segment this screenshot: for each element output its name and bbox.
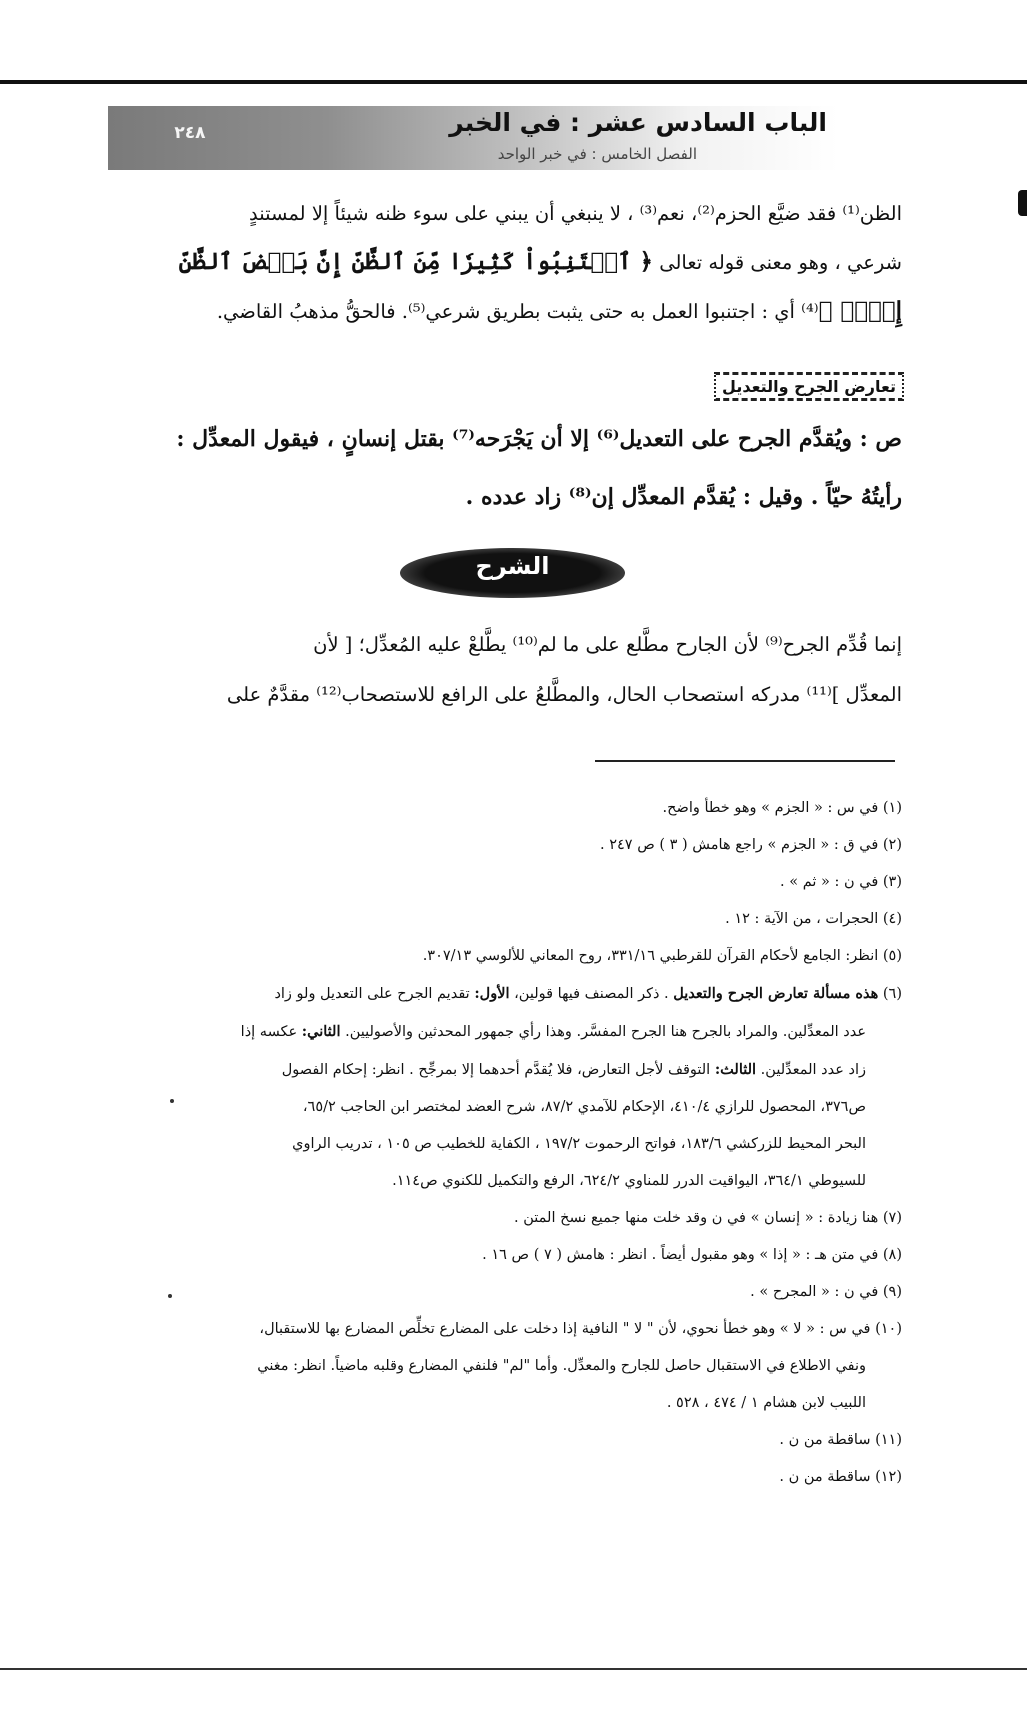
matn-line: الظن⁽¹⁾ فقد ضيَّع الحزم⁽²⁾، نعم⁽³⁾ ، لا ينبغي أن يبني على سوء ظنه شيئاً إلا لمستندٍ bbox=[249, 202, 902, 225]
quran-verse: إِثۡمٞ ﴾ bbox=[818, 297, 902, 324]
quran-verse: ﴿ ٱجۡتَنِبُواْ كَثِيرٗا مِّنَ ٱلظَّنِّ إِنَّ بَعۡضَ ٱلظَّنِّ bbox=[178, 248, 653, 275]
statement-line: ص : ويُقدَّم الجرح على التعديل⁽⁶⁾ إلا أن يَجْرَحه⁽⁷⁾ بقتل إنسانٍ ، فيقول المعدِّل : bbox=[176, 426, 902, 452]
footnote-continuation: للسيوطي ٣٦٤/١، اليواقيت الدرر للمناوي ٦٢٤/٢، الرفع والتكميل للكنوي ص١١٤. bbox=[392, 1173, 866, 1189]
footnote-continuation: اللبيب لابن هشام ١ / ٤٧٤ ، ٥٢٨ . bbox=[666, 1395, 866, 1411]
footnote-continuation: ونفي الاطلاع في الاستقبال حاصل للجارح والمعدِّل. وأما "لم" فلنفي المضارع وقلبه ماضياً. انظر: مغني bbox=[257, 1358, 866, 1374]
footnote: (٦) هذه مسألة تعارض الجرح والتعديل . ذكر المصنف فيها قولين، الأول: تقديم الجرح على التعديل ولو زاد bbox=[274, 985, 902, 1002]
footnote: (٧) هنا زيادة : « إنسان » في ن وقد خلت منها جميع نسخ المتن . bbox=[514, 1210, 902, 1226]
footnote: (١١) ساقطة من ن . bbox=[779, 1432, 902, 1448]
sharh-paragraph bbox=[120, 620, 902, 720]
scan-speck bbox=[170, 1099, 174, 1103]
sharh-heading-label: الشرح bbox=[475, 552, 550, 580]
footnote: (٥) انظر: الجامع لأحكام القرآن للقرطبي ٣٣١/١٦، روح المعاني للألوسي ٣٠٧/١٣. bbox=[422, 948, 902, 964]
matn-statement bbox=[120, 410, 902, 526]
footnote-continuation: زاد عدد المعدِّلين. الثالث: التوقف لأجل التعارض، فلا يُقدَّم أحدهما إلا بمرجِّح . انظر: إحكام الفصول bbox=[281, 1061, 866, 1078]
footnote-continuation: عدد المعدِّلين. والمراد بالجرح هنا الجرح المفسَّر. وهذا رأي جمهور المحدثين والأصوليين. الثاني: عكسه إذا bbox=[240, 1023, 866, 1040]
sharh-line: المعدِّل ]⁽¹¹⁾ مدركه استصحاب الحال، والمطَّلعُ على الرافع للاستصحاب⁽¹²⁾ مقدَّمٌ على bbox=[226, 683, 902, 706]
footnote: (٢) في ق : « الجزم » راجع هامش ( ٣ ) ص ٢٤٧ . bbox=[600, 837, 902, 853]
sharh-line: إنما قُدِّم الجرح⁽⁹⁾ لأن الجارح مطَّلع على ما لم⁽¹⁰⁾ يطَّلعْ عليه المُعدِّل؛ [ لأن bbox=[313, 633, 902, 656]
binding-edge-mark bbox=[1018, 190, 1027, 216]
footnotes bbox=[118, 790, 902, 1496]
footnote: (١) في س : « الجزم » وهو خطأ واضح. bbox=[662, 800, 902, 816]
footnote-separator bbox=[595, 760, 895, 762]
statement-line: رأيتُهُ حيّاً . وقيل : يُقدَّم المعدِّل إن⁽⁸⁾ زاد عدده . bbox=[465, 484, 902, 510]
footnote: (٤) الحجرات ، من الآية : ١٢ . bbox=[725, 911, 902, 927]
footnote-continuation: البحر المحيط للزركشي ١٨٣/٦، فواتح الرحموت ١٩٧/٢ ، الكفاية للخطيب ص ١٠٥ ، تدريب الراوي bbox=[292, 1136, 866, 1152]
page-number: ٢٤٨ bbox=[174, 123, 206, 143]
running-header-subtitle: الفصل الخامس : في خبر الواحد bbox=[497, 145, 697, 163]
footnote-continuation: ص٣٧٦، المحصول للرازي ٤١٠/٤، الإحكام للآمدي ٨٧/٢، شرح العضد لمختصر ابن الحاجب ٦٥/٢، bbox=[302, 1099, 866, 1115]
matn-line: شرعي ، وهو معنى قوله تعالى ﴿ ٱجۡتَنِبُواْ كَثِيرٗا مِّنَ ٱلظَّنِّ إِنَّ بَعۡضَ ٱلظَّنِّ bbox=[178, 248, 902, 275]
scan-speck bbox=[168, 1294, 172, 1298]
footnote: (١٢) ساقطة من ن . bbox=[779, 1469, 902, 1485]
section-heading-tag: تعارض الجرح والتعديل bbox=[714, 372, 904, 401]
top-rule bbox=[0, 80, 1027, 84]
footnote: (٩) في ن : « المجرح » . bbox=[750, 1284, 902, 1300]
footnote: (٨) في متن هـ : « إذا » وهو مقبول أيضاً . انظر : هامش ( ٧ ) ص ١٦ . bbox=[482, 1247, 902, 1263]
running-header-title: الباب السادس عشر : في الخبر bbox=[449, 108, 827, 137]
footnote: (١٠) في س : « لا » وهو خطأ نحوي، لأن " لا " النافية إذا دخلت على المضارع تخلِّص المضارع بها للاستقبال، bbox=[259, 1321, 902, 1337]
footnote: (٣) في ن : « ثم » . bbox=[780, 874, 902, 890]
bottom-rule bbox=[0, 1668, 1027, 1670]
matn-line: إِثۡمٞ ﴾⁽⁴⁾ أي : اجتنبوا العمل به حتى يثبت بطريق شرعي⁽⁵⁾. فالحقُّ مذهبُ القاضي. bbox=[216, 297, 902, 324]
matn-paragraph bbox=[120, 190, 902, 336]
